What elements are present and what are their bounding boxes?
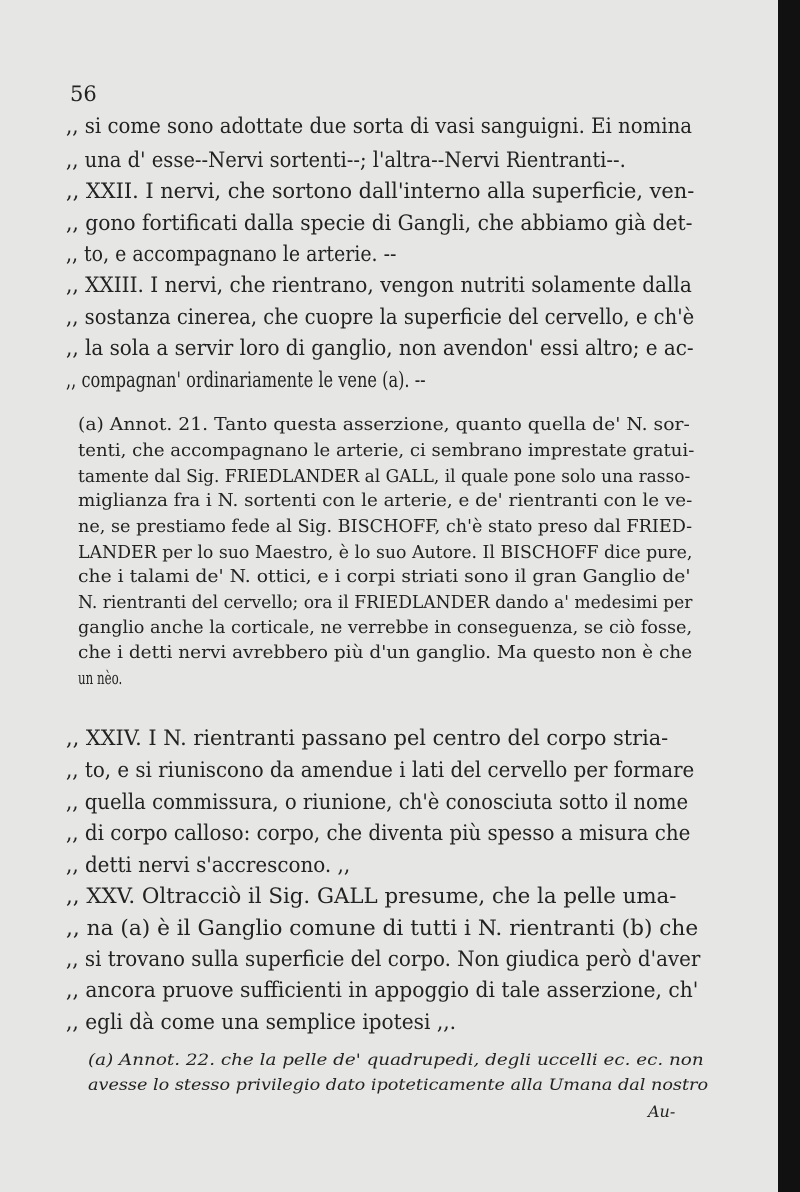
text-lines-2: ,, una d' esse--Nervi sortenti--; l'altra--Nervi Rientranti--. <box>66 148 626 172</box>
footnote-a-lines-1: (a) Annot. 21. Tanto questa asserzione, quanto quella de' N. sor- <box>78 414 690 435</box>
text-lines-4: ,, gono fortificati dalla specie di Gangli, che abbiamo già det- <box>66 211 693 235</box>
footnote-a-lines-2: tenti, che accompagnano le arterie, ci sembrano imprestate gratui- <box>78 440 695 461</box>
footnote-b-lines-1: (a) Annot. 22. che la pelle de' quadrupedi, degli uccelli ec. ec. non <box>88 1050 704 1069</box>
text-lines-2-10: ,, egli dà come una semplice ipotesi ,,. <box>66 1010 457 1034</box>
footnote-a-lines-4: miglianza fra i N. sortenti con le arterie, e de' rientranti con le ve- <box>78 490 693 511</box>
text-lines-2-6: ,, XXV. Oltracciò il Sig. GALL presume, che la pelle uma- <box>66 884 677 908</box>
text-lines-2-5: ,, detti nervi s'accrescono. ,, <box>66 853 351 877</box>
catchword: Au- <box>648 1102 676 1121</box>
footnote-a-lines-6: LANDER per lo suo Maestro, è lo suo Autore. Il BISCHOFF dice pure, <box>78 542 693 563</box>
text-lines-8: ,, la sola a servir loro di ganglio, non avendon' essi altro; e ac- <box>66 336 694 360</box>
footnote-a-lines-7: che i talami de' N. ottici, e i corpi striati sono il gran Ganglio de' <box>78 566 691 587</box>
text-lines-2-4: ,, di corpo calloso: corpo, che diventa più spesso a misura che <box>66 821 691 845</box>
text-lines-2-2: ,, to, e si riuniscono da amendue i lati del cervello per formare <box>66 758 695 782</box>
footnote-b-lines-2: avesse lo stesso privilegio dato ipoteticamente alla Umana dal nostro <box>88 1075 709 1094</box>
text-lines-2-9: ,, ancora pruove sufficienti in appoggio di tale asserzione, ch' <box>66 978 699 1002</box>
text-lines-2-7: ,, na (a) è il Ganglio comune di tutti i N. rientranti (b) che <box>66 916 699 940</box>
footnote-a-lines-11: un nèo. <box>78 668 123 689</box>
text-lines-1: ,, si come sono adottate due sorta di vasi sanguigni. Ei nomina <box>66 114 693 138</box>
footnote-a-lines-10: che i detti nervi avrebbero più d'un ganglio. Ma questo non è che <box>78 642 693 663</box>
text-lines-6: ,, XXIII. I nervi, che rientrano, vengon nutriti solamente dalla <box>66 273 692 297</box>
scan-edge <box>778 0 800 1192</box>
page-number: 56 <box>70 82 97 106</box>
text-lines-7: ,, sostanza cinerea, che cuopre la superficie del cervello, e ch'è <box>66 305 695 329</box>
text-lines-5: ,, to, e accompagnano le arterie. -- <box>66 242 397 266</box>
text-lines-2-8: ,, si trovano sulla superficie del corpo. Non giudica però d'aver <box>66 947 701 971</box>
text-lines-2-3: ,, quella commissura, o riunione, ch'è conosciuta sotto il nome <box>66 790 689 814</box>
footnote-a-lines-8: N. rientranti del cervello; ora il FRIEDLANDER dando a' medesimi per <box>78 592 693 613</box>
text-lines-2-1: ,, XXIV. I N. rientranti passano pel centro del corpo stria- <box>66 726 669 750</box>
footnote-a-lines-5: ne, se prestiamo fede al Sig. BISCHOFF, ch'è stato preso dal FRIED- <box>78 516 693 537</box>
text-lines-3: ,, XXII. I nervi, che sortono dall'interno alla superficie, ven- <box>66 179 695 203</box>
text-lines-9: ,, compagnan' ordinariamente le vene (a). -- <box>66 368 426 392</box>
footnote-a-lines-9: ganglio anche la corticale, ne verrebbe in conseguenza, se ciò fosse, <box>78 617 693 638</box>
footnote-a-lines-3: tamente dal Sig. FRIEDLANDER al GALL, il quale pone solo una rasso- <box>78 466 691 487</box>
